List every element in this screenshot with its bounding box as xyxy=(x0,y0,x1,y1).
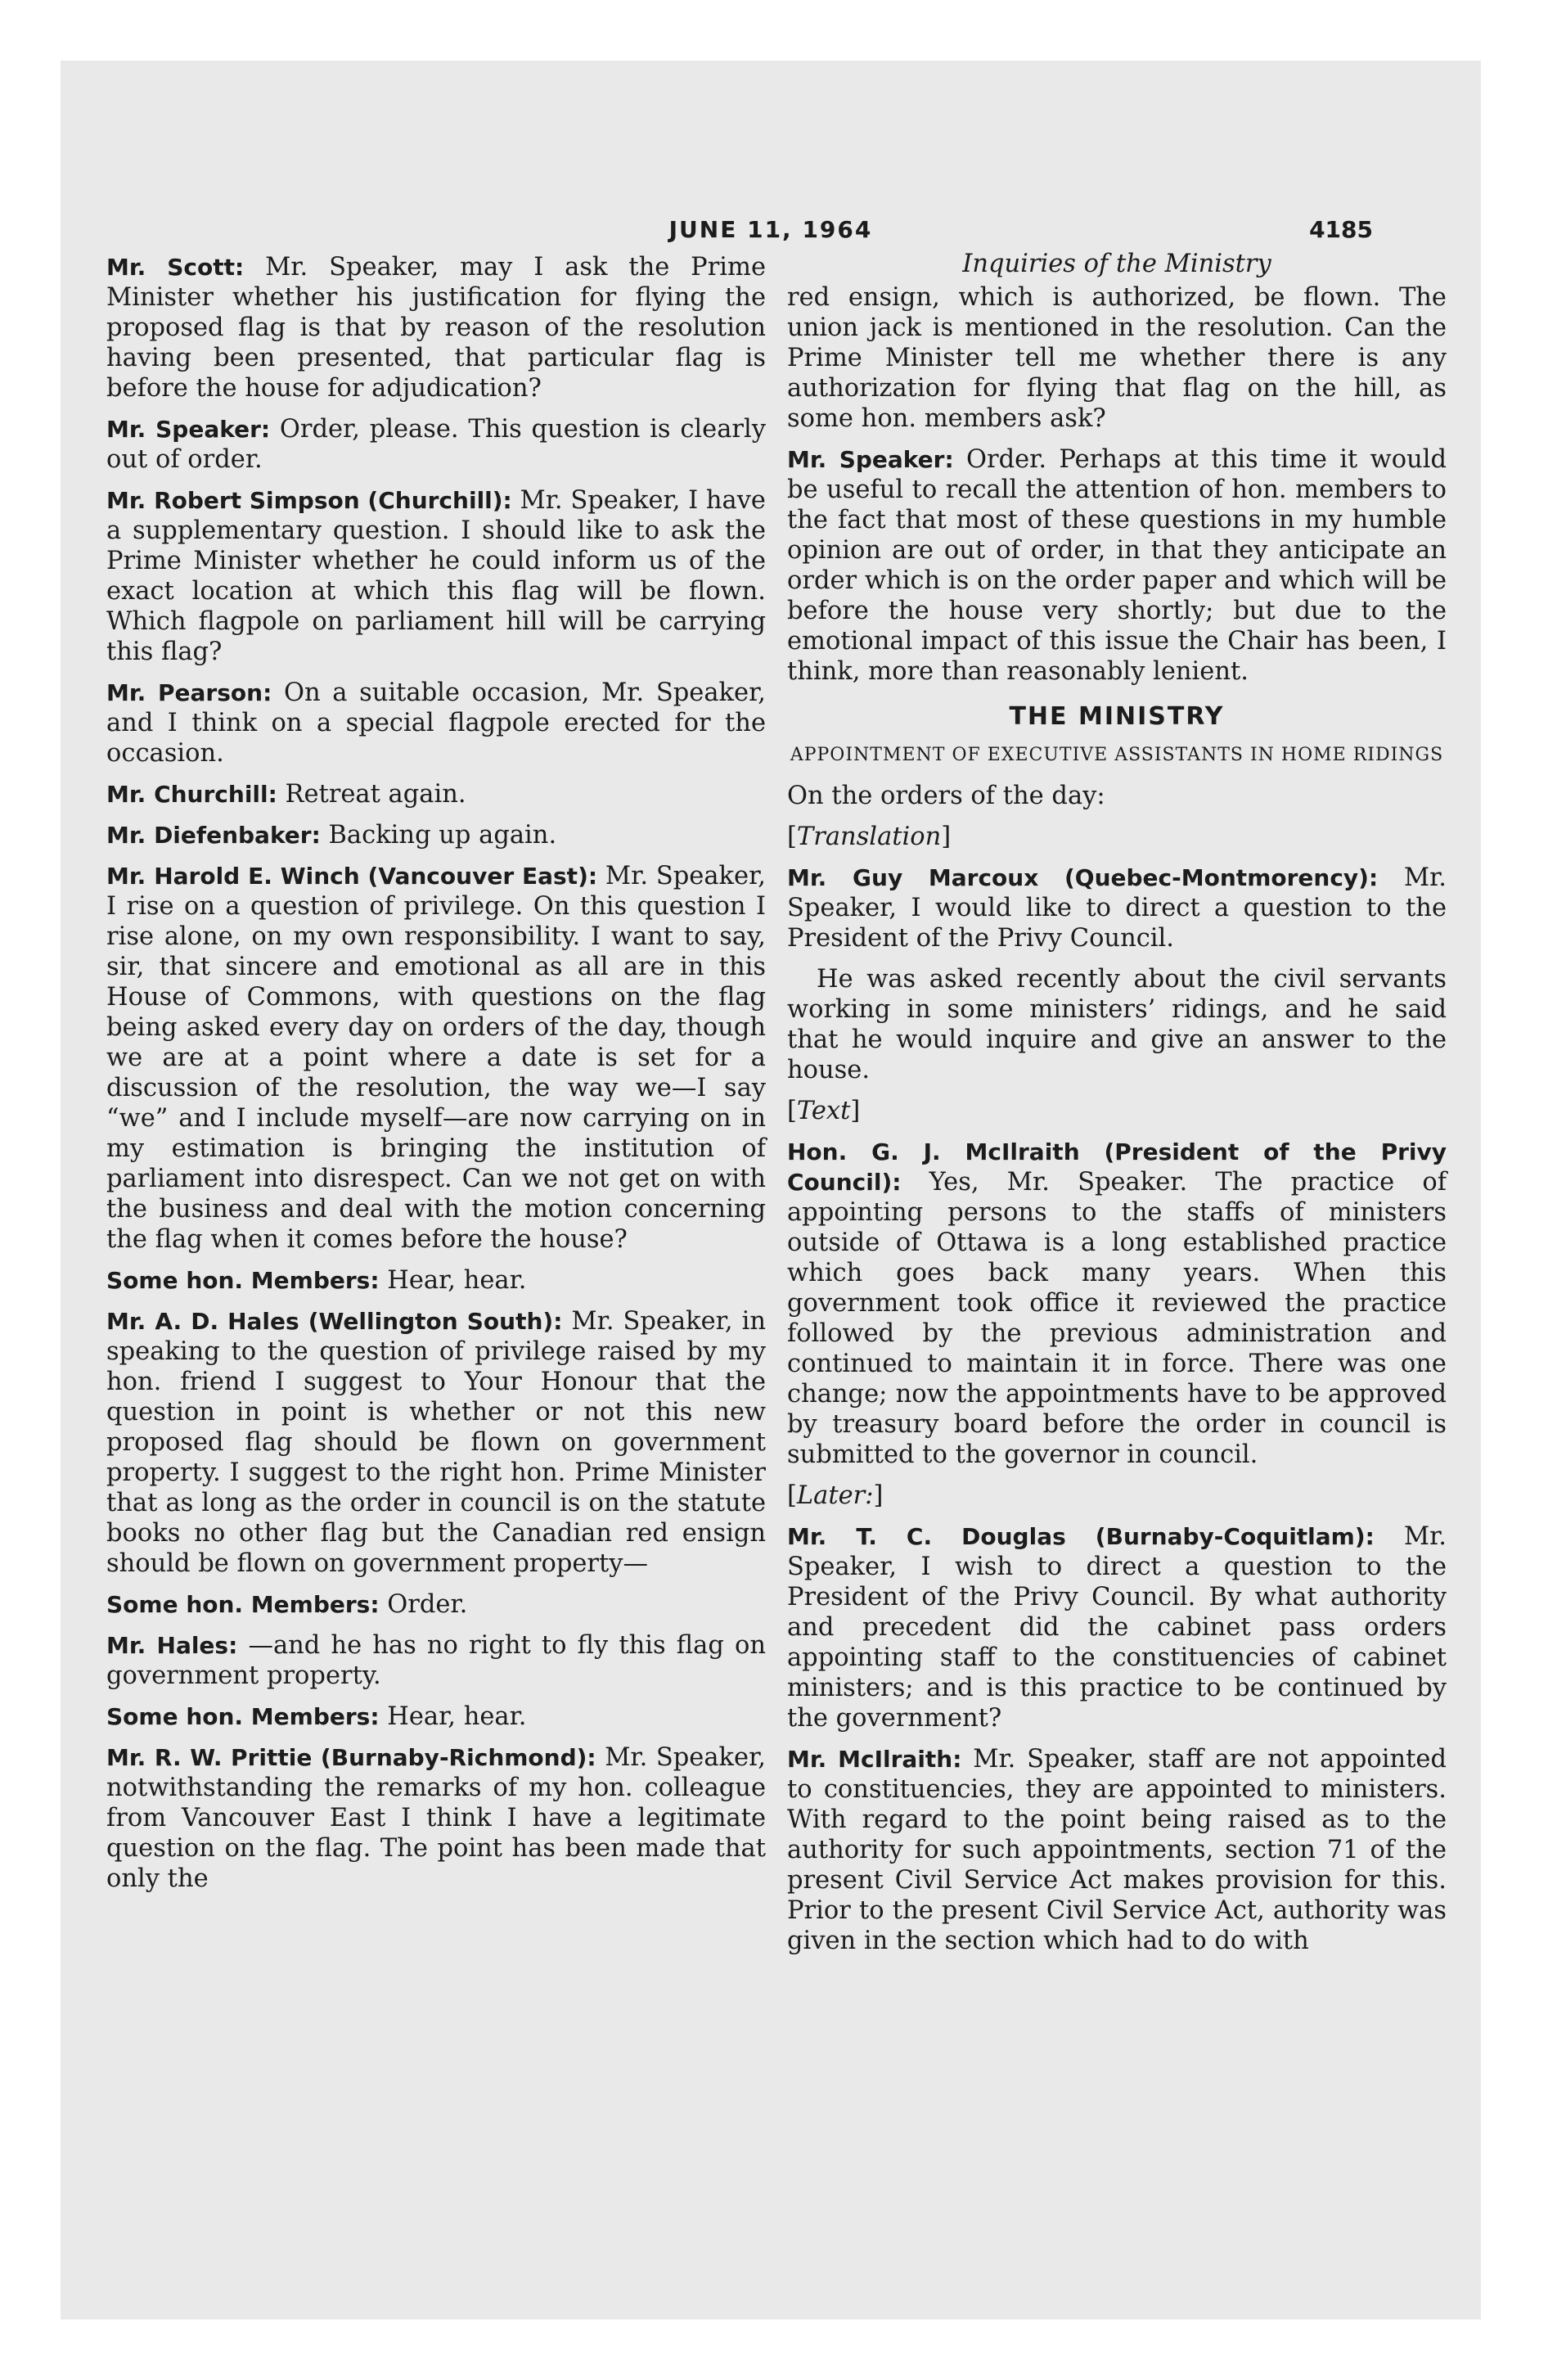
section-subtitle: APPOINTMENT OF EXECUTIVE ASSISTANTS IN HOME RIDINGS xyxy=(790,745,1444,765)
speaker-name: Mr. A. D. Hales (Wellington South): xyxy=(106,1308,563,1335)
speech-text: Backing up again. xyxy=(328,821,557,850)
paragraph xyxy=(787,1137,1447,1470)
speech-text: Mr. Speaker, staff are not appointed to constituencies, they are appointed to ministers. With regard to the point being raised as to the authority for such appointments, section 71 of the present Civil Service Act makes provision for this. Prior to the present Civil Service Act, authority was given in the section which had to do with xyxy=(787,1745,1447,1955)
paragraph xyxy=(106,252,766,403)
speech-text: Mr. Speaker, I have a supplementary question. I should like to ask the Prime Minister whether he could inform us of the exact location at which this flag will be flown. Which flagpole on parliament hill will be carrying this flag? xyxy=(106,486,766,666)
paragraph xyxy=(106,1306,766,1579)
paragraph xyxy=(106,678,766,769)
speech-text: Mr. Speaker, I rise on a question of privilege. On this question I rise alone, on my own responsibility. I want to say, sir, that sincere and emotional as all are in this House of Commons, with questions on the flag being asked every day on orders of the day, though we are at a point where a date is set for a discussion of the resolution, the way we—I say “we” and I include myself—are now carrying on in my estimation is bringing the institution of parliament into disrespect. Can we not get on with the business and deal with the motion concerning the flag when it comes before the house? xyxy=(106,862,766,1254)
speaker-name: Mr. McIlraith: xyxy=(787,1746,962,1773)
speech-text: Retreat again. xyxy=(285,780,466,809)
speech-text: On a suitable occasion, Mr. Speaker, and I think on a special flagpole erected for the occasion. xyxy=(106,678,766,768)
speaker-name: Mr. Churchill: xyxy=(106,781,277,808)
speaker-name: Mr. Harold E. Winch (Vancouver East): xyxy=(106,863,598,890)
text-tag: [Text] xyxy=(787,1097,861,1125)
speech-text: Yes, Mr. Speaker. The practice of appointing persons to the staffs of ministers outside of Ottawa is a long established practice which goes back many years. When this government took office it reviewed the practice followed by the previous administration and continued to maintain it in force. There was one change; now the appointments have to be approved by treasury board before the order in council is submitted to the governor in council. xyxy=(787,1168,1447,1469)
paragraph xyxy=(106,820,766,850)
paragraph: He was asked recently about the civil servants working in some ministers’ ridings, and he said that he would inquire and give an answer to the house. xyxy=(787,965,1447,1084)
speaker-name: Some hon. Members: xyxy=(106,1591,380,1618)
paragraph xyxy=(787,444,1447,687)
later-tag-text: Later: xyxy=(796,1481,874,1510)
speech-text: Order. xyxy=(387,1590,468,1619)
later-tag: [Later:] xyxy=(787,1481,884,1510)
speaker-name: Mr. Hales: xyxy=(106,1632,238,1659)
translation-tag-text: Translation xyxy=(796,823,942,851)
speech-text: Order, please. This question is clearly out of order. xyxy=(106,415,766,474)
paragraph xyxy=(787,1521,1447,1733)
running-head: Inquiries of the Ministry xyxy=(962,250,1271,278)
speaker-name: Mr. Guy Marcoux (Quebec-Montmorency): xyxy=(787,864,1379,891)
paragraph: red ensign, which is authorized, be flown. The union jack is mentioned in the resolution. Can the Prime Minister tell me whether there is any authorization for flying that flag on the hill, as some hon. members ask? xyxy=(787,283,1447,433)
section-title: THE MINISTRY xyxy=(1009,702,1225,731)
speaker-name: Mr. Speaker: xyxy=(106,416,271,443)
paragraph xyxy=(106,1702,766,1732)
paragraph xyxy=(787,863,1447,953)
paragraph xyxy=(106,414,766,475)
speech-text: —and he has no right to fly this flag on government property. xyxy=(106,1631,767,1690)
page-sheet xyxy=(61,61,1481,2319)
speech-text: Order. Perhaps at this time it would be useful to recall the attention of hon. members to the fact that most of these questions in my humble opinion are out of order, in that they anticipate an order which is on the order paper and which will be before the house very shortly; but due to the emotional impact of this issue the Chair has been, I think, more than reasonably lenient. xyxy=(787,445,1447,686)
paragraph xyxy=(106,1630,766,1691)
paragraph xyxy=(106,1589,766,1620)
speaker-name: Mr. Diefenbaker: xyxy=(106,822,321,849)
speaker-name: Mr. T. C. Douglas (Burnaby-Coquitlam): xyxy=(787,1523,1375,1550)
text-tag-text: Text xyxy=(796,1097,851,1125)
paragraph xyxy=(787,1744,1447,1956)
speaker-name: Mr. Robert Simpson (Churchill): xyxy=(106,487,512,514)
speech-text: Mr. Speaker, may I ask the Prime Minister whether his justification for flying the proposed flag is that by reason of the resolution having been presented, that particular flag is before the house for adjudication? xyxy=(106,253,766,403)
speaker-name: Mr. R. W. Prittie (Burnaby-Richmond): xyxy=(106,1744,596,1771)
speaker-name: Mr. Scott: xyxy=(106,254,245,281)
speech-text: Mr. Speaker, I would like to direct a question to the President of the Privy Council. xyxy=(787,863,1447,953)
speaker-name: Some hon. Members: xyxy=(106,1703,380,1730)
orders-line: On the orders of the day: xyxy=(787,782,1105,810)
paragraph xyxy=(106,485,766,667)
speaker-name: Mr. Pearson: xyxy=(106,679,272,706)
speaker-name: Mr. Speaker: xyxy=(787,446,954,473)
page-date: JUNE 11, 1964 xyxy=(668,216,873,243)
speaker-name: Some hon. Members: xyxy=(106,1267,380,1294)
paragraph xyxy=(106,1265,766,1296)
page-header xyxy=(61,157,1481,243)
translation-tag: [Translation] xyxy=(787,823,952,851)
left-column xyxy=(106,252,766,1904)
speech-text: Hear, hear. xyxy=(387,1266,527,1295)
speech-text: Hear, hear. xyxy=(387,1702,527,1731)
paragraph xyxy=(106,779,766,809)
page-number: 4185 xyxy=(1309,216,1373,243)
speech-text: Mr. Speaker, notwithstanding the remarks of my hon. colleague from Vancouver East I think I have a legitimate question on the flag. The point has been made that only the xyxy=(106,1743,766,1893)
speaker-name: Hon. G. J. McIlraith (President of the Privy Council): xyxy=(787,1138,1447,1196)
speech-text: Mr. Speaker, in speaking to the question of privilege raised by my hon. friend I suggest to Your Honour that the question in point is whether or not this new proposed flag should be flown on government property. I suggest to the right hon. Prime Minister that as long as the order in council is on the statute books no other flag but the Canadian red ensign should be flown on government property— xyxy=(106,1307,766,1578)
paragraph xyxy=(106,1742,766,1894)
speech-text: Mr. Speaker, I wish to direct a question to the President of the Privy Council. By what authority and precedent did the cabinet pass orders appointing staff to the constituencies of cabinet ministers; and is this practice to be continued by the government? xyxy=(787,1522,1447,1733)
paragraph xyxy=(106,861,766,1255)
right-column xyxy=(787,249,1447,1967)
